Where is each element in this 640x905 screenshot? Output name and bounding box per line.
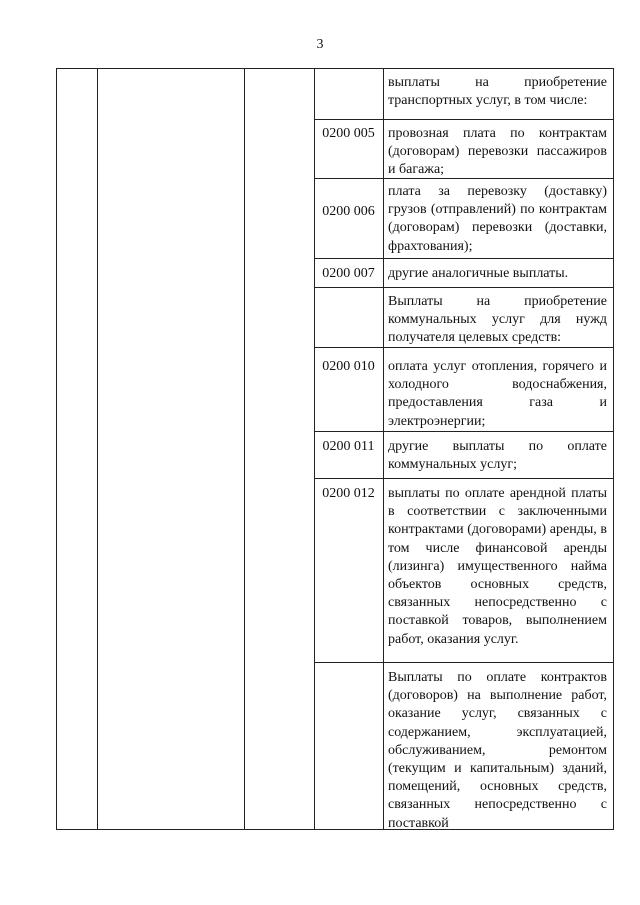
column-divider-4	[383, 69, 384, 829]
row-description: плата за перевозку (доставку) грузов (отправлений) по контрактам (договорам) перевозки (доставки, фрахтования);	[388, 184, 607, 254]
row-description: Выплаты по оплате контрактов (договоров) на выполнение работ, оказание услуг, связанных с содержанием, эксплуатацией, обслуживанием, ремонтом (текущим и капитальным) зданий, помещений, основных средств, связанных непосредственно с поставкой	[388, 670, 607, 831]
row-divider	[314, 478, 613, 479]
row-divider	[314, 431, 613, 432]
row-description: другие выплаты по оплате коммунальных услуг;	[388, 439, 607, 473]
row-code: 0200 010	[322, 359, 375, 374]
column-divider-1	[97, 69, 98, 829]
row-divider	[314, 287, 613, 288]
row-description: выплаты на приобретение транспортных услуг, в том числе:	[388, 75, 607, 109]
row-code: 0200 012	[322, 486, 375, 501]
budget-codes-table	[56, 68, 614, 830]
row-description: другие аналогичные выплаты.	[388, 266, 569, 281]
row-divider	[314, 258, 613, 259]
row-description: выплаты по оплате арендной платы в соответствии с заключенными контрактами (договорами) аренды, в том числе финансовой аренды (лизинга) имущественного найма объектов основных средств, связанных непосредственно с поставкой товаров, выполнением работ, оказания услуг.	[388, 486, 607, 647]
row-code: 0200 011	[322, 439, 375, 454]
page-number: 3	[316, 37, 324, 52]
row-code: 0200 007	[322, 266, 375, 281]
row-code: 0200 005	[322, 126, 375, 141]
row-divider	[314, 662, 613, 663]
row-divider	[314, 119, 613, 120]
column-divider-2	[244, 69, 245, 829]
row-description: оплата услуг отопления, горячего и холодного водоснабжения, предоставления газа и электроэнергии;	[388, 359, 607, 429]
row-description: провозная плата по контрактам (договорам) перевозки пассажиров и багажа;	[388, 126, 607, 178]
row-code: 0200 006	[322, 204, 375, 219]
row-description: Выплаты на приобретение коммунальных услуг для нужд получателя целевых средств:	[388, 294, 607, 346]
